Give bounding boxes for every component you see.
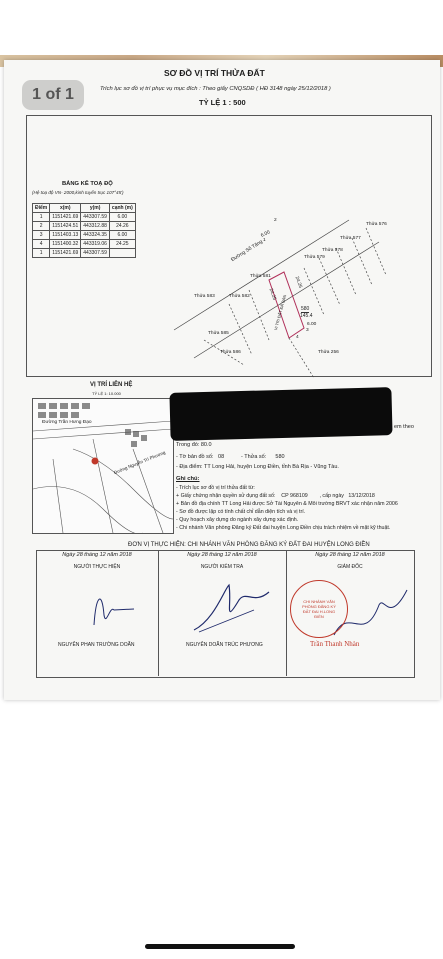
document-page (4, 60, 440, 700)
table-cell: 1151400.32 (50, 240, 81, 249)
lot-label: Thửa 576 (366, 222, 387, 227)
coordinate-table (32, 203, 136, 258)
dimension-label: 6.00 (307, 322, 317, 327)
right-fragment: em theo (394, 424, 414, 430)
lot-label: Thửa 579 (304, 255, 325, 260)
table-cell: 24.26 (109, 222, 135, 231)
dimension-label: 24.26 (293, 275, 303, 290)
doc-title: SƠ ĐỒ VỊ TRÍ THỬA ĐẤT (164, 68, 265, 78)
lot-label: Thửa 581 (250, 274, 271, 279)
sign-date: Ngày 28 tháng 12 năm 2018 (315, 552, 385, 558)
lot-label: Thửa 582 (229, 294, 250, 299)
table-header: x(m) (50, 204, 81, 213)
signature-column-3 (288, 552, 412, 570)
table-cell: 6.00 (109, 213, 135, 222)
lot-label: Thửa 578 (322, 248, 343, 253)
note-line: + Bản đồ địa chính TT Long Hải được Sở Tài Nguyên & Môi trường BRVT xác nhận năm 2006 (176, 501, 398, 507)
table-row (33, 213, 136, 222)
signature-column-1 (38, 552, 156, 570)
table-row (33, 222, 136, 231)
table-cell: 1151424.51 (50, 222, 81, 231)
point-label: 3 (306, 328, 309, 333)
street-label: Đường Trần Hưng Đạo (42, 420, 92, 425)
table-row (33, 249, 136, 258)
point-label: 2 (274, 218, 277, 223)
table-cell: 443324.35 (81, 231, 110, 240)
sign-date: Ngày 28 tháng 12 năm 2018 (62, 552, 132, 558)
table-cell: 1151403.13 (50, 231, 81, 240)
location-scale: TỶ LỆ 1: 10.000 (92, 391, 121, 396)
redaction-block (169, 387, 392, 441)
sign-role: NGƯỜI THỰC HIỆN (73, 564, 121, 570)
table-cell: 443312.88 (81, 222, 110, 231)
table-row (33, 240, 136, 249)
table-row (33, 231, 136, 240)
note-line: - Quy hoạch xây dựng do ngành xây dựng xác định. (176, 517, 299, 523)
table-cell: 1 (33, 213, 50, 222)
signer-name: NGUYỄN DOÃN TRÚC PHƯƠNG (186, 642, 263, 648)
signer-name: NGUYỄN PHAN TRƯỜNG DOÃN (58, 642, 135, 648)
note-line: - Trích lục sơ đồ vị trí thửa đất từ: (176, 485, 255, 491)
dimension-label: 24.25 (267, 287, 277, 302)
signature-column-2 (160, 552, 284, 570)
table-cell: 24.25 (109, 240, 135, 249)
stamp-text: CHI NHÁNH VĂN PHÒNG ĐĂNG KÝ ĐẤT ĐAI H.LONG ĐIỀN (302, 599, 336, 619)
parcel-note: VI TRI ĐẤT ĐÃ BÁN (273, 294, 288, 331)
location-map (32, 398, 174, 534)
lot-label: Thửa 256 (318, 350, 339, 355)
note-line: + Giấy chứng nhận quyền sử dụng đất số: CP 968109 , cấp ngày 13/12/2018 (176, 493, 375, 499)
table-cell: 3 (33, 231, 50, 240)
parcel-number: 580 (301, 306, 310, 312)
signature-divider (286, 550, 287, 676)
lot-label: Thửa 585 (208, 331, 229, 336)
parcel-area: 145.4 (300, 313, 313, 319)
notes-title: Ghi chú: (176, 476, 200, 482)
coord-table-subtitle: (Hệ toạ độ VN- 2000,kinh tuyến trục 107°45') (32, 190, 124, 195)
note-line: - Chi nhánh Văn phòng Đăng ký Đất đai huyện Long Điền chịu trách nhiệm về mặt kỹ thuật. (176, 525, 391, 531)
signer-name: Trần Thanh Nhàn (310, 640, 360, 648)
point-label: 4 (296, 335, 299, 340)
viewer-top-area (0, 0, 443, 62)
table-cell: 1 (33, 249, 50, 258)
location-line: - Địa điểm: TT Long Hải, huyện Long Điền, tỉnh Bà Rịa - Vũng Tàu. (176, 464, 339, 470)
sign-date: Ngày 28 tháng 12 năm 2018 (187, 552, 257, 558)
sign-role: GIÁM ĐỐC (337, 564, 363, 570)
table-cell: 443319.06 (81, 240, 110, 249)
executing-unit: ĐƠN VỊ THỰC HIỆN: CHI NHÁNH VĂN PHÒNG ĐĂNG KÝ ĐẤT ĐAI HUYỆN LONG ĐIỀN (128, 542, 370, 548)
doc-subtitle: Trích lục sơ đồ vị trí phục vụ mục đích : Theo giấy CNQSDĐ ( HĐ 3148 ngày 25/12/2018 ) (100, 86, 331, 92)
sign-role: NGƯỜI KIỂM TRA (200, 564, 244, 570)
table-header: Điểm (33, 204, 50, 213)
doc-scale: TỶ LỆ 1 : 500 (199, 98, 246, 107)
plot-diagram (154, 180, 414, 380)
table-cell: 1151421.69 (50, 213, 81, 222)
table-cell: 2 (33, 222, 50, 231)
location-title: VỊ TRÍ LIÊN HỆ (90, 382, 133, 388)
table-cell: 443307.59 (81, 213, 110, 222)
signature-mark (184, 580, 274, 640)
table-cell: 4 (33, 240, 50, 249)
map-sheet-line: - Tờ bản đồ số: 08 - Thửa số: 580 (176, 454, 285, 460)
coord-table-title: BẢNG KÊ TOẠ ĐỘ (62, 181, 113, 187)
official-stamp (290, 580, 348, 638)
lot-label: Thửa 583 (194, 294, 215, 299)
point-label: 1 (263, 238, 266, 243)
home-indicator[interactable] (145, 944, 295, 949)
area-line: Trong đó: 80.0 (176, 442, 212, 448)
table-cell: 1151421.69 (50, 249, 81, 258)
table-cell: 443307.59 (81, 249, 110, 258)
table-cell (109, 249, 135, 258)
lot-label: Thửa 577 (340, 236, 361, 241)
page-indicator: 1 of 1 (22, 80, 84, 110)
table-header: cạnh (m) (109, 204, 135, 213)
table-header: y(m) (81, 204, 110, 213)
road-label: Đường Số Tăng (230, 238, 264, 264)
lot-label: Thửa 586 (220, 350, 241, 355)
signature-divider (158, 550, 159, 676)
table-cell: 6.00 (109, 231, 135, 240)
dimension-label: 6.00 (260, 230, 271, 239)
street-label: Đường Nguyễn Trí Phương (113, 449, 167, 476)
note-line: - Sơ đồ được lập có tính chất chỉ dẫn diện tích và vị trí. (176, 509, 306, 515)
signature-mark (74, 585, 144, 635)
